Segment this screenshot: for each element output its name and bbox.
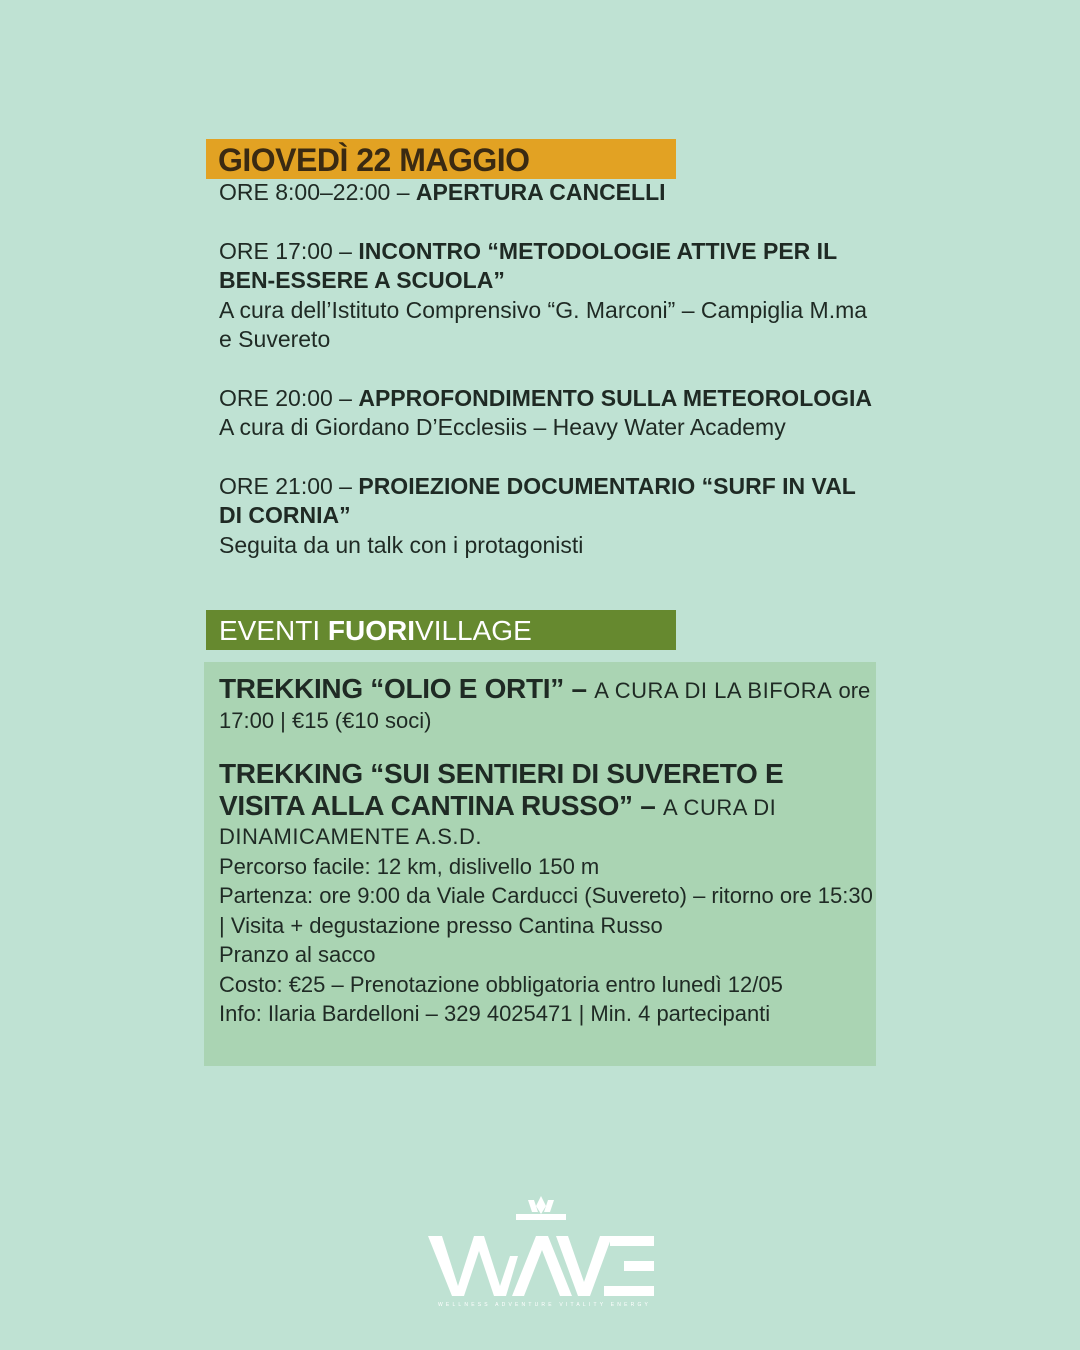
event-title: INCONTRO “METODOLOGIE ATTIVE PER IL BEN-ESSERE A SCUOLA” [219,237,837,293]
event-item [219,472,879,561]
trek-title: TREKKING “SUI SENTIERI DI SUVERETO E VISITA ALLA CANTINA RUSSO” – [219,758,784,821]
trek-item [219,759,876,1029]
fuori-prefix: EVENTI [219,615,328,646]
trek-title: TREKKING “OLIO E ORTI” – [219,673,595,704]
trek-curator: A CURA DI LA BIFORA [594,678,833,703]
event-time: ORE 21:00 – [219,472,359,499]
trek-line: Costo: €25 – Prenotazione obbligatoria entro lunedì 12/05 [219,971,783,997]
event-time: ORE 17:00 – [219,237,359,264]
day-header [206,139,676,179]
day-title: GIOVEDÌ 22 MAGGIO [218,142,530,178]
event-title: PROIEZIONE DOCUMENTARIO “SURF IN VAL DI CORNIA” [219,472,856,528]
trek-line: Percorso facile: 12 km, dislivello 150 m [219,853,600,879]
event-item [219,384,879,443]
trek-curator: A CURA DI DINAMICAMENTE A.S.D. [219,794,777,849]
schedule-list [219,178,879,589]
event-description: A cura di Giordano D’Ecclesiis – Heavy Water Academy [219,414,786,440]
trek-line: Partenza: ore 9:00 da Viale Carducci (Suvereto) – ritorno ore 15:30 | Visita + degustazione presso Cantina Russo [219,883,873,938]
event-description: A cura dell’Istituto Comprensivo “G. Marconi” – Campiglia M.ma e Suvereto [219,296,868,352]
fuori-suffix: VILLAGE [415,615,532,646]
event-title: APPROFONDIMENTO SULLA METEOROLOGIA [358,384,873,411]
event-item [219,178,879,208]
trek-details: ore 17:00 | €15 (€10 soci) [219,678,871,733]
event-description: Seguita da un talk con i protagonisti [219,531,584,558]
trekking-box [204,662,876,1066]
event-time: ORE 20:00 – [219,384,359,411]
logo-tagline: WELLNESS ADVENTURE VITALITY ENERGY [438,1302,652,1308]
trek-line: Pranzo al sacco [219,942,376,967]
event-title: APERTURA CANCELLI [415,179,666,205]
fuori-bold: FUORI [327,615,416,646]
wave-logo-icon [428,1196,654,1310]
trek-item [219,674,876,735]
trek-line: Info: Ilaria Bardelloni – 329 4025471 | Min. 4 partecipanti [219,1001,771,1026]
event-time: ORE 8:00–22:00 – [219,179,416,205]
fuorivillage-header [206,610,676,650]
event-item [219,237,879,355]
